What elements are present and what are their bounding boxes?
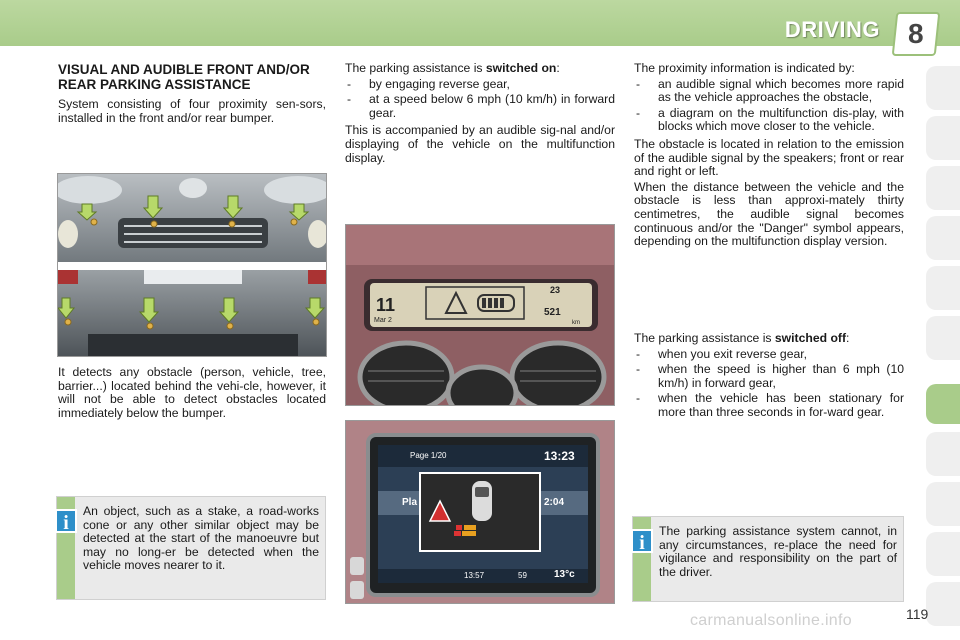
mfd-row-label: Pla [402, 497, 418, 508]
watermark-url: carmanualsonline.info [690, 612, 852, 629]
mfd-footer-time: 13:57 [464, 571, 485, 580]
column-right-lower [634, 332, 904, 424]
proximity-list [634, 78, 904, 134]
info-box-left [56, 496, 326, 600]
mfd-header: Page 1/20 [410, 451, 447, 460]
list-item: - by engaging reverse gear, [345, 78, 615, 92]
column-left [58, 62, 326, 127]
bumper-sensors-illustration [58, 174, 327, 357]
info-box-text: The parking assistance system cannot, in any circumstances, re-place the need for vigilance and responsibility on the part of the driver. [659, 524, 897, 579]
bumper-sensors-photo [57, 173, 327, 357]
chapter-tab[interactable] [926, 482, 960, 526]
list-item: - when the vehicle has been stationary for more than three seconds in for-ward gear. [634, 392, 904, 419]
page-number: 119 [906, 606, 929, 622]
switched-off-intro: The parking assistance is switched off: [634, 331, 850, 345]
column-right [634, 62, 904, 251]
display-distance: 521 [544, 307, 561, 318]
proximity-intro: The proximity information is indicated by: [634, 61, 855, 75]
info-box-text: An object, such as a stake, a road-works cone or any other similar object may be detected at the start of the manoeuvre but may no long-er be detected when the vehicle moves nearer to it. [83, 504, 319, 573]
list-item: - an audible signal which becomes more rapid as the vehicle approaches the obstacle, [634, 78, 904, 105]
display-date: Mar 2 [374, 317, 392, 324]
distance-text: When the distance between the vehicle and the obstacle is less than approxi-mately thirty centimetres, the audible signal becomes continuous and/or the "Danger" symbol appears, depending on the multifunction display version. [634, 179, 904, 249]
chapter-tab[interactable] [926, 532, 960, 576]
column-left-lower [58, 366, 326, 422]
located-text: The obstacle is located in relation to the emission of the audible signal by the speakers; front or rear and right or left. [634, 136, 904, 179]
display-big-number: 11 [376, 295, 396, 315]
mfd-footer-dist: 59 [518, 571, 527, 580]
chapter-tab[interactable] [926, 266, 960, 310]
switched-off-list [634, 348, 904, 420]
display-unit: km [572, 320, 580, 326]
info-icon: i [631, 529, 653, 553]
switched-on-intro: The parking assistance is switched on: [345, 61, 560, 75]
chapter-tab[interactable] [926, 166, 960, 210]
switched-on-list [345, 78, 615, 121]
chapter-tab[interactable] [926, 582, 960, 626]
chapter-tab[interactable] [926, 432, 960, 476]
list-item: - when the speed is higher than 6 mph (10 km/h) in forward gear, [634, 363, 904, 390]
chapter-tab[interactable] [926, 316, 960, 360]
list-item: - a diagram on the multifunction dis-play, with blocks which move closer to the vehicle. [634, 107, 904, 134]
chapter-tabs [926, 66, 960, 626]
intro-text: System consisting of four proximity sen-sors, installed in the front and/or rear bumper. [58, 97, 326, 125]
display-temp: 23 [550, 285, 561, 295]
info-icon: i [55, 509, 77, 533]
chapter-tab[interactable] [926, 216, 960, 260]
mfd-time: 13:23 [544, 449, 575, 463]
list-item: - at a speed below 6 mph (10 km/h) in forward gear. [345, 93, 615, 120]
mfd-row-time: 2:04 [544, 497, 565, 508]
column-middle [345, 62, 615, 167]
chapter-number: 8 [908, 18, 924, 49]
multifunction-display-photo [345, 420, 615, 604]
mfd-footer-temp: 13°c [554, 569, 575, 580]
section-heading: VISUAL AND AUDIBLE FRONT AND/OR REAR PARKING ASSISTANCE [58, 62, 310, 92]
list-item: - when you exit reverse gear, [634, 348, 904, 362]
dashboard-display-photo [345, 224, 615, 406]
chapter-number-badge [892, 12, 941, 56]
chapter-title: DRIVING [784, 17, 880, 42]
chapter-tab-active[interactable] [926, 384, 960, 424]
detects-text: It detects any obstacle (person, vehicle, tree, barrier...) located behind the vehi-cle, however, it will not be able to detect obstacles located immediately below the bumper. [58, 365, 326, 420]
chapter-tab[interactable] [926, 66, 960, 110]
info-box-right [632, 516, 904, 602]
accompanied-text: This is accompanied by an audible sig-nal and/or displaying of the vehicle on the multifunction display. [345, 123, 615, 165]
chapter-tab[interactable] [926, 116, 960, 160]
